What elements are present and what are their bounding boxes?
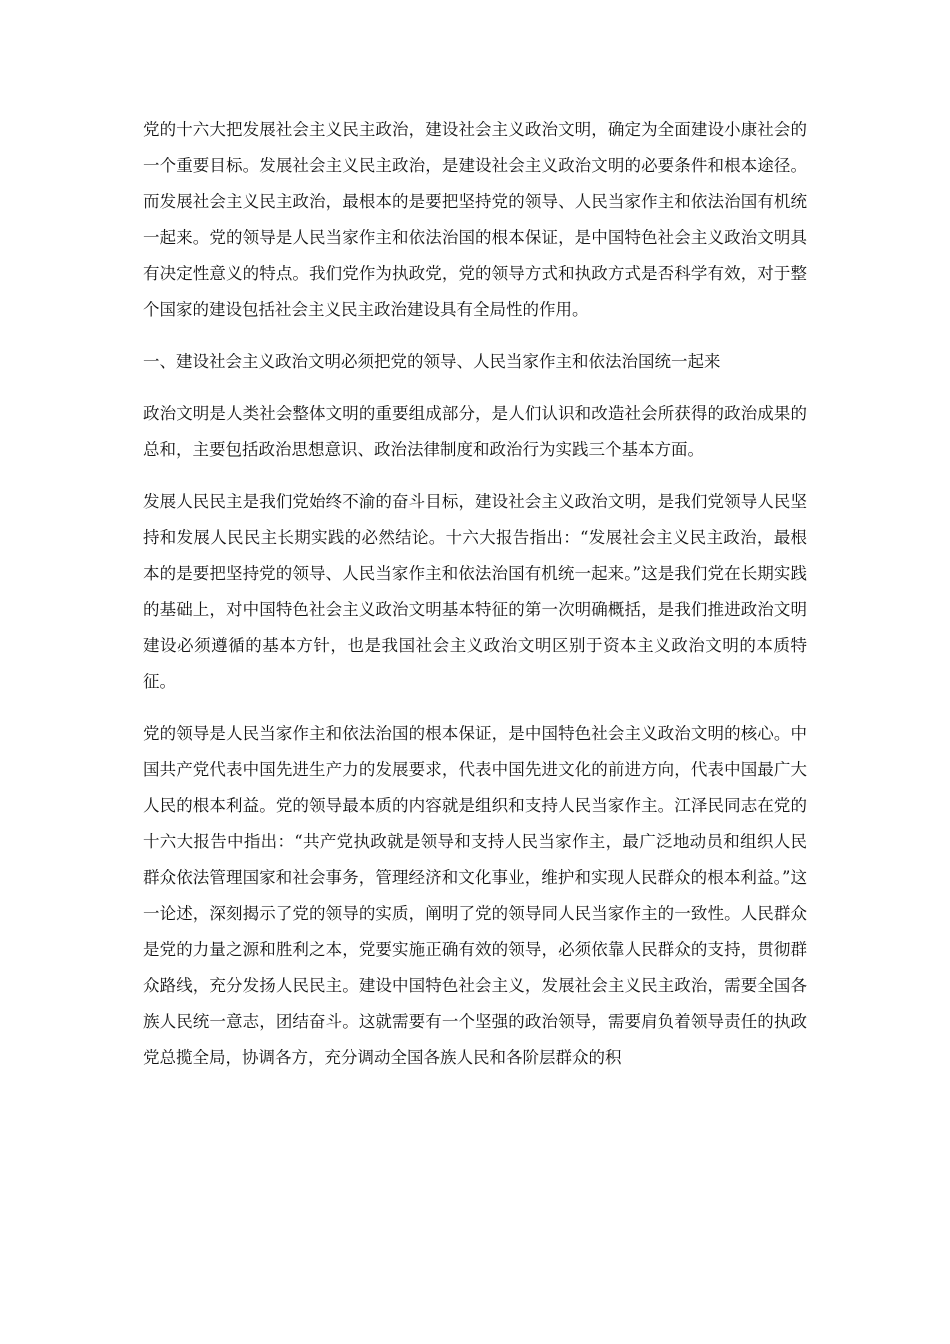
section-heading: 一、建设社会主义政治文明必须把党的领导、人民当家作主和依法治国统一起来 [143, 352, 721, 371]
body-paragraph-3: 党的领导是人民当家作主和依法治国的根本保证，是中国特色社会主义政治文明的核心。中国共产党代表中国先进生产力的发展要求，代表中国先进文化的前进方向，代表中国最广大人民的根本利益。党的领导最本质的内容就是组织和支持人民当家作主。江泽民同志在党的十六大报告中指出：“共产党执政就是领导和支持人民当家作主，最广泛地动员和组织人民群众依法管理国家和社会事务，管理经济和文化事业，维护和实现人民群众的根本利益。”这一论述，深刻揭示了党的领导的实质，阐明了党的领导同人民当家作主的一致性。人民群众是党的力量之源和胜利之本，党要实施正确有效的领导，必须依靠人民群众的支持，贯彻群众路线，充分发扬人民民主。建设中国特色社会主义，发展社会主义民主政治，需要全国各族人民统一意志，团结奋斗。这就需要有一个坚强的政治领导，需要肩负着领导责任的执政党总揽全局，协调各方，充分调动全国各族人民和各阶层群众的积 [143, 724, 807, 1067]
document-page [143, 112, 807, 1092]
body-paragraph-2: 发展人民民主是我们党始终不渝的奋斗目标，建设社会主义政治文明，是我们党领导人民坚持和发展人民民主长期实践的必然结论。十六大报告指出：“发展社会主义民主政治，最根本的是要把坚持党的领导、人民当家作主和依法治国有机统一起来。”这是我们党在长期实践的基础上，对中国特色社会主义政治文明基本特征的第一次明确概括，是我们推进政治文明建设必须遵循的基本方针，也是我国社会主义政治文明区别于资本主义政治文明的本质特征。 [143, 492, 807, 691]
body-paragraph-1: 政治文明是人类社会整体文明的重要组成部分，是人们认识和改造社会所获得的政治成果的总和，主要包括政治思想意识、政治法律制度和政治行为实践三个基本方面。 [143, 404, 807, 459]
intro-paragraph: 党的十六大把发展社会主义民主政治，建设社会主义政治文明，确定为全面建设小康社会的一个重要目标。发展社会主义民主政治，是建设社会主义政治文明的必要条件和根本途径。而发展社会主义民主政治，最根本的是要把坚持党的领导、人民当家作主和依法治国有机统一起来。党的领导是人民当家作主和依法治国的根本保证，是中国特色社会主义政治文明具有决定性意义的特点。我们党作为执政党，党的领导方式和执政方式是否科学有效，对于整个国家的建设包括社会主义民主政治建设具有全局性的作用。 [143, 120, 807, 319]
